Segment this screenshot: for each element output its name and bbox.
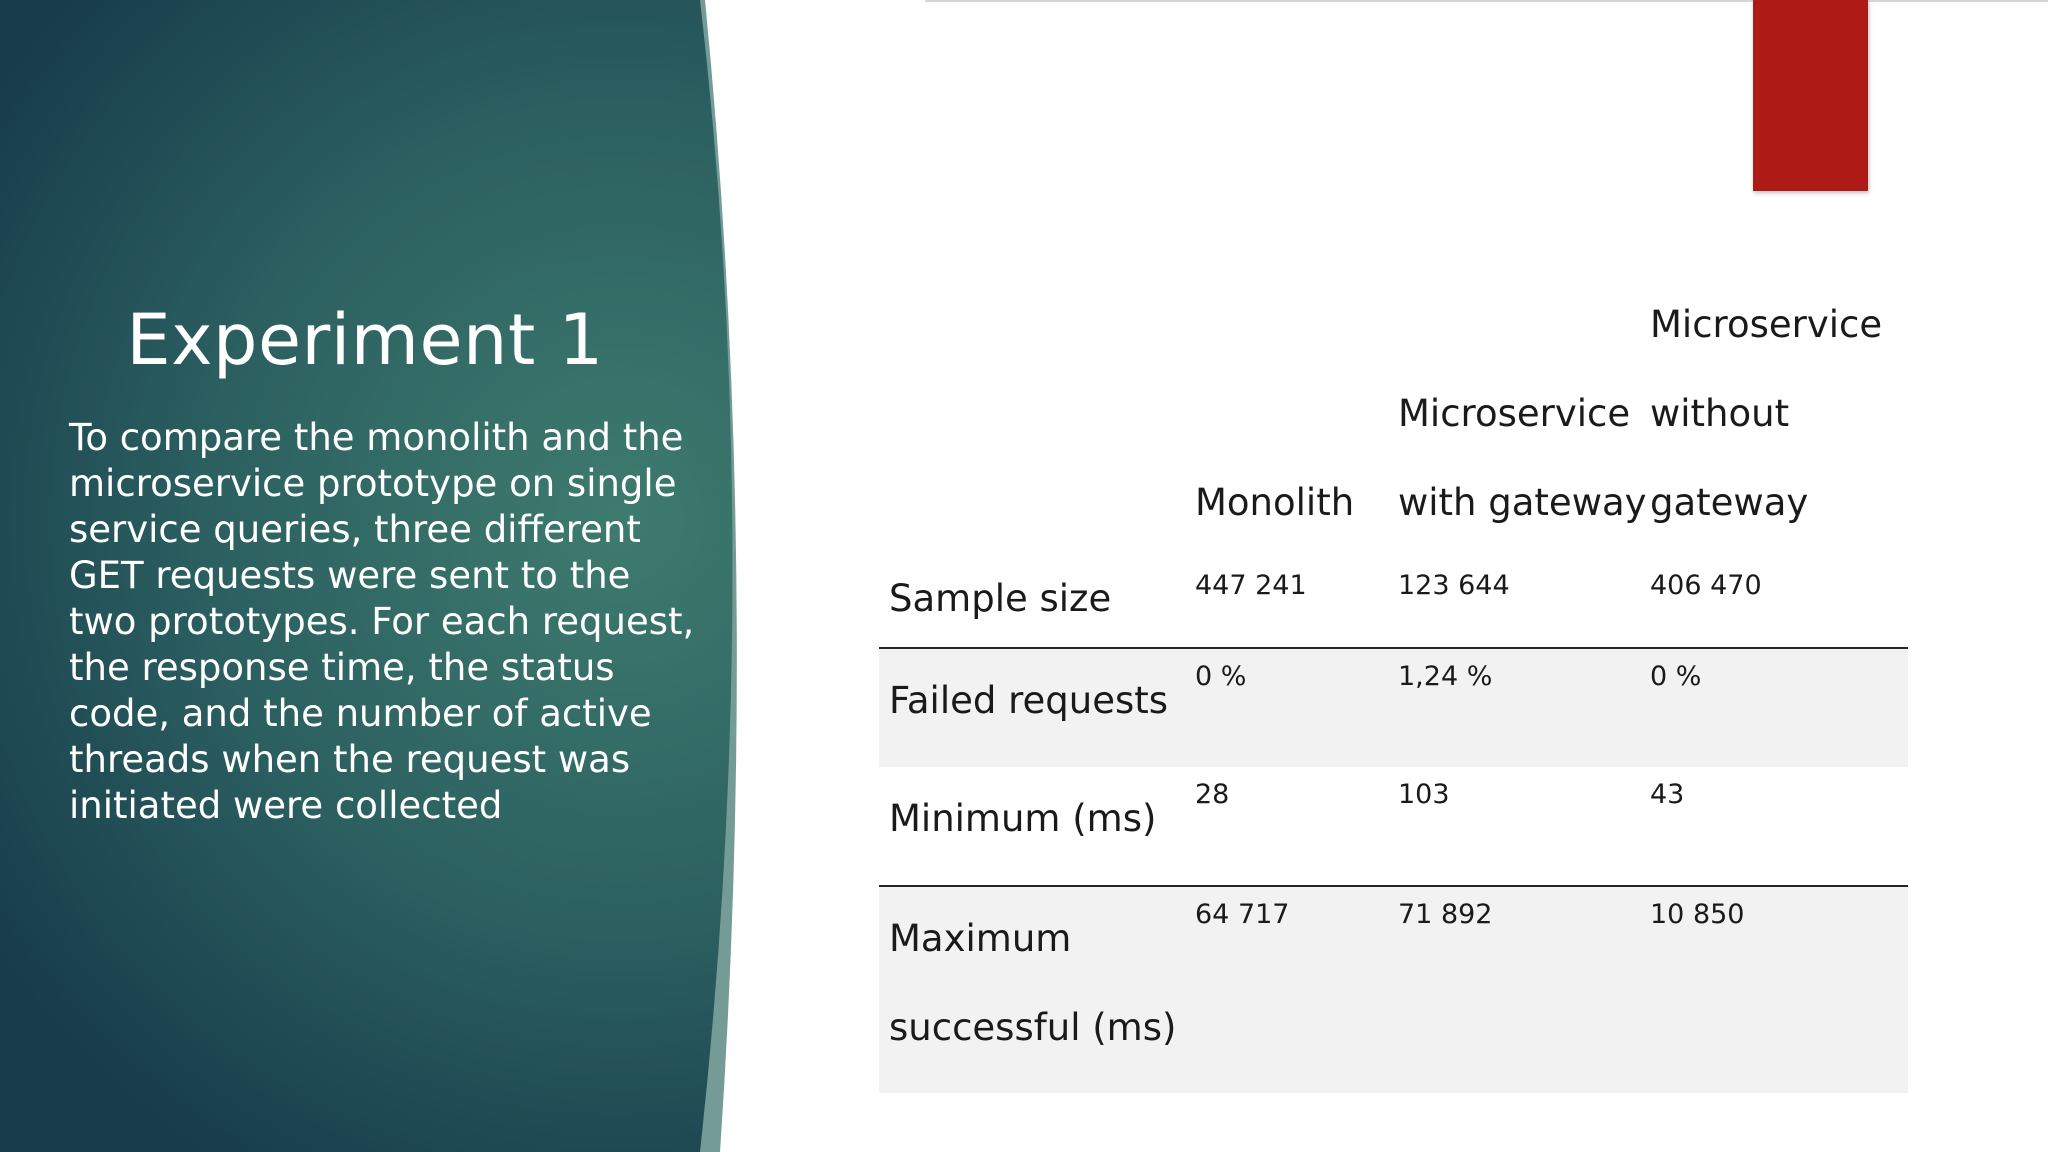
header-microservice-with-gateway: Microservice with gateway	[1398, 392, 1647, 524]
cell-without-gateway: 43	[1650, 767, 1908, 886]
cell-monolith: 64 717	[1195, 886, 1398, 1093]
row-label-sample-size: Sample size	[879, 551, 1195, 648]
table-row	[879, 648, 1908, 767]
table-header-row	[879, 280, 1908, 551]
header-label	[879, 280, 1195, 551]
header-monolith: Monolith	[1195, 481, 1355, 524]
cell-with-gateway: 123 644	[1398, 551, 1650, 648]
top-border-line	[925, 0, 2048, 2]
cell-with-gateway: 103	[1398, 767, 1650, 886]
table-row	[879, 767, 1908, 886]
cell-monolith: 0 %	[1195, 648, 1398, 767]
cell-without-gateway: 10 850	[1650, 886, 1908, 1093]
row-label-failed-requests: Failed requests	[879, 648, 1195, 767]
cell-monolith: 447 241	[1195, 551, 1398, 648]
cell-monolith: 28	[1195, 767, 1398, 886]
table-row	[879, 551, 1908, 648]
cell-with-gateway: 1,24 %	[1398, 648, 1650, 767]
results-table	[879, 280, 1908, 1093]
row-label-minimum: Minimum (ms)	[879, 767, 1195, 886]
table-row	[879, 886, 1908, 1093]
row-label-maximum-successful: Maximum successful (ms)	[879, 886, 1195, 1093]
slide-description: To compare the monolith and the microservice prototype on single service queries, three different GET requests were sent to the two prototypes. For each request, the response time, the status code, and the number of active threads when the request was initiated were collected	[69, 416, 695, 827]
cell-with-gateway: 71 892	[1398, 886, 1650, 1093]
cell-without-gateway: 406 470	[1650, 551, 1908, 648]
red-accent-tab	[1753, 0, 1868, 191]
header-microservice-without-gateway: Microservice without gateway	[1650, 303, 1883, 524]
cell-without-gateway: 0 %	[1650, 648, 1908, 767]
slide-title: Experiment 1	[126, 299, 604, 381]
